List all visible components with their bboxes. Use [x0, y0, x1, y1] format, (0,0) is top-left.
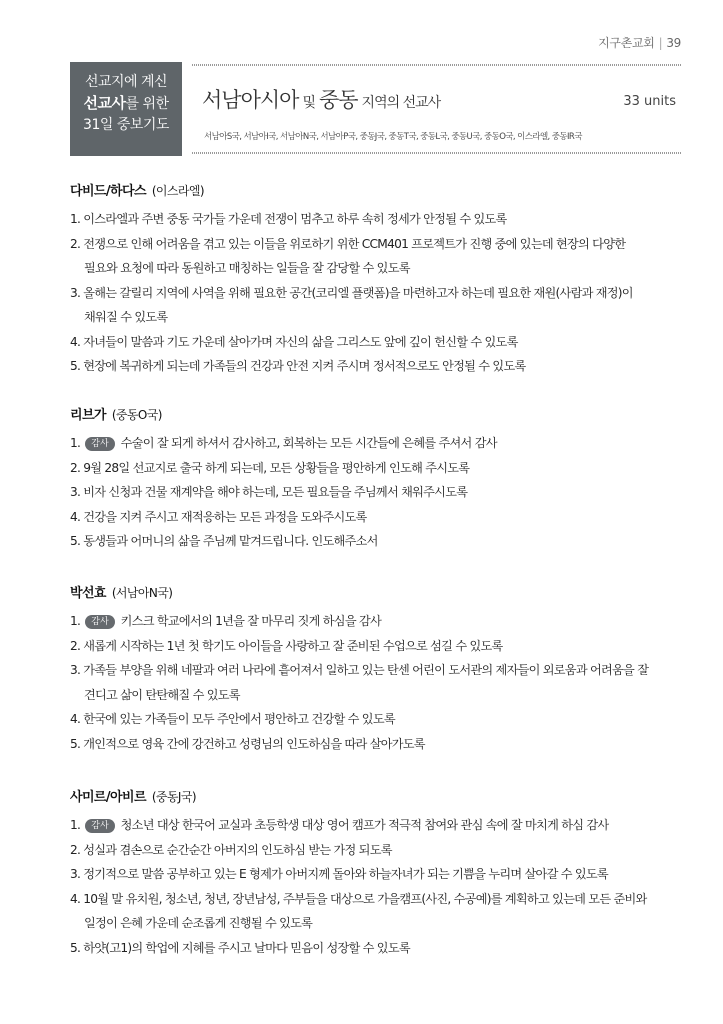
side-label-rest: 를 위한 — [125, 96, 169, 112]
item-text: 한국에 있는 가족들이 모두 주안에서 평안하고 건강할 수 있도록 — [83, 712, 395, 726]
missionary-section — [70, 180, 670, 379]
item-text: 전쟁으로 인해 어려움을 겪고 있는 이들을 위로하기 위한 CCM401 프로젝트가 진행 중에 있는데 현장의 다양한 — [83, 236, 626, 251]
item-number: 2. — [70, 460, 81, 475]
missionary-region: (서남아N국) — [111, 586, 173, 600]
item-text: 10월 말 유치원, 청소년, 청년, 장년남성, 주부들을 대상으로 가을캠프(사진, 수공예)를 계획하고 있는데 모든 준비와 — [83, 891, 647, 906]
prayer-item — [70, 658, 670, 707]
prayer-item — [70, 330, 670, 355]
prayer-item — [70, 281, 670, 330]
item-text: 이스라엘과 주변 중동 국가들 가운데 전쟁이 멈추고 하루 속히 정세가 안정될 수 있도록 — [83, 212, 507, 226]
item-number: 5. — [70, 359, 81, 373]
region-title — [202, 84, 440, 114]
page-number: 39 — [666, 36, 681, 50]
prayer-item — [70, 887, 670, 936]
prayer-item — [70, 529, 670, 554]
side-label-bold: 선교사 — [83, 94, 126, 112]
item-number: 3. — [70, 663, 81, 677]
missionary-name-text: 박선효 — [70, 586, 106, 601]
item-text: 9월 28일 선교지로 출국 하게 되는데, 모든 상황들을 평안하게 인도해 주시도록 — [83, 460, 470, 475]
item-text: 정기적으로 말씀 공부하고 있는 E 형제가 아버지께 돌아와 하늘자녀가 되는 기쁨을 누리며 살아갈 수 있도록 — [83, 867, 608, 881]
item-text: 키스크 학교에서의 1년을 잘 마무리 짓게 하심을 감사 — [120, 614, 382, 628]
item-number: 1. — [70, 436, 81, 450]
item-text: 비자 신청과 건물 재계약을 해야 하는데, 모든 필요들을 주님께서 채워주시도록 — [83, 485, 468, 499]
prayer-item — [70, 480, 670, 505]
missionary-region: (중동J국) — [151, 790, 196, 804]
item-number: 1. — [70, 614, 81, 628]
item-number: 3. — [70, 285, 81, 300]
item-text-continued: 일정이 은혜 가운데 순조롭게 진행될 수 있도록 — [84, 916, 313, 930]
item-number: 5. — [70, 534, 81, 548]
item-text-continued: 필요와 요청에 따라 동원하고 매칭하는 일들을 잘 감당할 수 있도록 — [84, 261, 410, 275]
item-text: 하얏(고1)의 학업에 지혜를 주시고 날마다 믿음이 성장할 수 있도록 — [83, 940, 410, 955]
item-text: 성실과 겸손으로 순간순간 아버지의 인도하심 받는 가정 되도록 — [83, 842, 392, 857]
units-count: 33 units — [623, 94, 676, 109]
item-number: 2. — [70, 236, 81, 251]
running-head-separator: | — [658, 36, 663, 50]
item-text: 자녀들이 말씀과 기도 가운데 살아가며 자신의 삶을 그리스도 앞에 깊이 헌신할 수 있도록 — [83, 334, 518, 349]
thanks-badge: 감사 — [85, 819, 114, 833]
item-text: 올해는 갈릴리 지역에 사역을 위해 필요한 공간(코리엘 플랫폼)을 마련하고자 하는데 필요한 재원(사람과 재정)이 — [83, 285, 633, 300]
region-title-b: 중동 — [318, 88, 358, 112]
missionary-name — [70, 582, 670, 601]
item-text: 수술이 잘 되게 하셔서 감사하고, 회복하는 모든 시간들에 은혜를 주셔서 감사 — [120, 436, 497, 450]
item-text: 새롭게 시작하는 1년 첫 학기도 아이들을 사랑하고 잘 준비된 수업으로 섬길 수 있도록 — [83, 638, 503, 653]
item-text: 현장에 복귀하게 되는데 가족들의 건강과 안전 지켜 주시며 정서적으로도 안정될 수 있도록 — [83, 359, 526, 373]
prayer-item — [70, 707, 670, 732]
item-text-continued: 견디고 삶이 탄탄해질 수 있도록 — [84, 687, 240, 702]
side-label-line-2 — [70, 93, 182, 115]
thanks-badge: 감사 — [85, 437, 114, 451]
running-head-title: 지구촌교회 — [598, 36, 655, 50]
section-header — [70, 62, 682, 156]
item-text-continued: 채워질 수 있도록 — [84, 310, 168, 324]
item-number: 2. — [70, 638, 81, 653]
item-number: 1. — [70, 212, 81, 226]
prayer-item — [70, 609, 670, 634]
side-label-line-3: 31일 중보기도 — [83, 117, 169, 133]
region-title-a: 서남아시아 — [202, 88, 299, 112]
prayer-item — [70, 505, 670, 530]
missionary-region: (이스라엘) — [151, 184, 204, 198]
prayer-item — [70, 732, 670, 757]
item-number: 4. — [70, 509, 81, 524]
item-number: 5. — [70, 736, 81, 751]
prayer-item — [70, 431, 670, 456]
item-number: 5. — [70, 940, 81, 955]
item-number: 4. — [70, 712, 81, 726]
item-text: 동생들과 어머니의 삶을 주님께 맡겨드립니다. 인도해주소서 — [83, 534, 378, 548]
missionary-name — [70, 786, 670, 805]
item-number: 3. — [70, 485, 81, 499]
top-dotted-rule — [192, 64, 682, 66]
prayer-item — [70, 838, 670, 863]
thanks-badge: 감사 — [85, 615, 114, 629]
prayer-item — [70, 354, 670, 379]
item-text: 가족들 부양을 위해 네팔과 여러 나라에 흩어져서 일하고 있는 탄센 어린이 도서관의 제자들이 외로움과 어려움을 잘 — [83, 663, 649, 677]
missionary-section — [70, 582, 670, 756]
unit-list: 서남아S국, 서남아I국, 서남아N국, 서남아P국, 중동J국, 중동T국, 중동L국, 중동U국, 중동O국, 이스라엘, 중동IR국 — [204, 132, 582, 142]
item-text: 청소년 대상 한국어 교실과 초등학생 대상 영어 캠프가 적극적 참여와 관심 속에 잘 마치게 하심 감사 — [120, 818, 609, 832]
prayer-item — [70, 634, 670, 659]
missionary-name-text: 리브가 — [70, 408, 106, 423]
region-title-conj: 및 — [302, 95, 315, 111]
prayer-item — [70, 813, 670, 838]
missionary-name-text: 사미르/아비르 — [70, 790, 146, 805]
side-label-line-1: 선교지에 계신 — [84, 74, 168, 90]
prayer-item — [70, 232, 670, 281]
running-head — [598, 34, 681, 51]
bottom-dotted-rule — [192, 152, 682, 154]
missionary-name — [70, 180, 670, 199]
item-number: 2. — [70, 842, 81, 857]
region-title-suffix: 지역의 선교사 — [361, 95, 441, 111]
prayer-item — [70, 862, 670, 887]
prayer-item — [70, 936, 670, 961]
header-title-area — [192, 62, 682, 156]
side-label-box — [70, 62, 182, 156]
item-number: 4. — [70, 891, 81, 906]
missionary-name — [70, 404, 670, 423]
item-text: 개인적으로 영육 간에 강건하고 성령님의 인도하심을 따라 살아가도록 — [83, 736, 425, 751]
missionary-section — [70, 404, 670, 554]
item-number: 3. — [70, 867, 81, 881]
item-text: 건강을 지켜 주시고 재적응하는 모든 과정을 도와주시도록 — [83, 509, 367, 524]
missionary-section — [70, 786, 670, 960]
missionary-name-text: 다비드/하다스 — [70, 184, 146, 199]
missionary-region: (중동O국) — [111, 408, 162, 422]
item-number: 1. — [70, 818, 81, 832]
prayer-item — [70, 456, 670, 481]
prayer-item — [70, 207, 670, 232]
item-number: 4. — [70, 334, 81, 349]
